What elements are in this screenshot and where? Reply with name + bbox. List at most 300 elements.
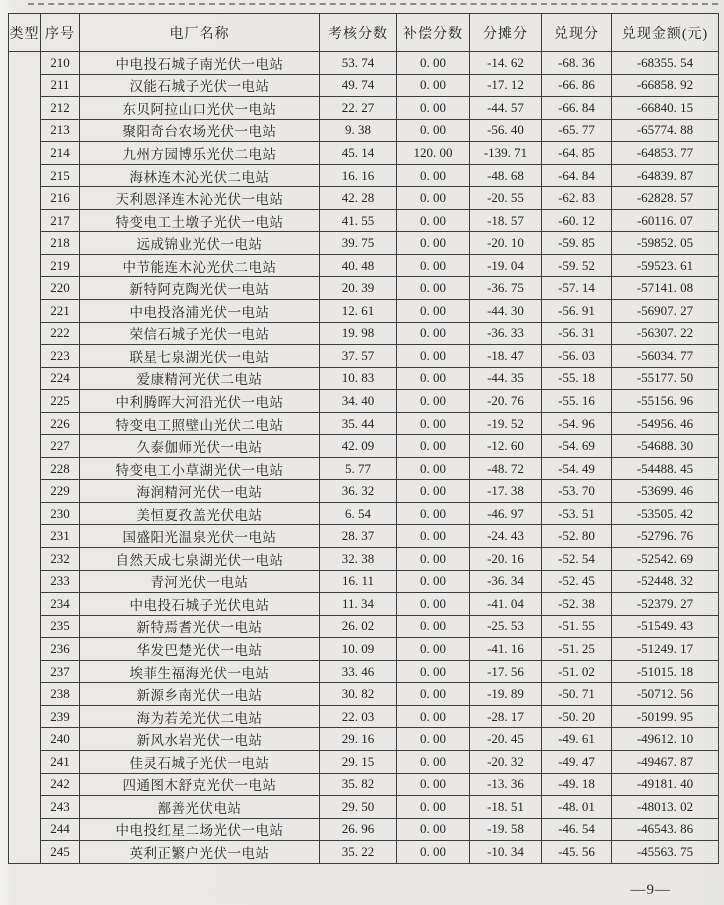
row-cash-score: -57. 14 xyxy=(542,277,612,300)
row-plant-name: 美恒夏孜盖光伏电站 xyxy=(80,502,320,525)
row-compensation-score: 0. 00 xyxy=(397,322,470,345)
row-compensation-score: 0. 00 xyxy=(397,52,470,75)
row-serial-number: 239 xyxy=(41,705,80,728)
row-assessment-score: 9. 38 xyxy=(320,119,397,142)
row-apportion-score: -46. 97 xyxy=(470,502,542,525)
table-row xyxy=(9,502,719,525)
row-cash-score: -49. 61 xyxy=(542,728,612,751)
row-cash-score: -49. 18 xyxy=(542,773,612,796)
row-serial-number: 230 xyxy=(41,502,80,525)
row-assessment-score: 32. 38 xyxy=(320,548,397,571)
row-cash-amount: -52796. 76 xyxy=(612,525,719,548)
row-cash-score: -59. 85 xyxy=(542,232,612,255)
row-apportion-score: -20. 32 xyxy=(470,750,542,773)
table-row xyxy=(9,412,719,435)
row-serial-number: 240 xyxy=(41,728,80,751)
assessment-table xyxy=(8,13,719,864)
row-compensation-score: 0. 00 xyxy=(397,345,470,368)
row-cash-amount: -65774. 88 xyxy=(612,119,719,142)
row-compensation-score: 0. 00 xyxy=(397,232,470,255)
row-plant-name: 特变电工小草湖光伏一电站 xyxy=(80,457,320,480)
row-plant-name: 中节能连木沁光伏二电站 xyxy=(80,254,320,277)
table-row xyxy=(9,683,719,706)
row-serial-number: 222 xyxy=(41,322,80,345)
row-serial-number: 215 xyxy=(41,164,80,187)
row-cash-amount: -60116. 07 xyxy=(612,209,719,232)
row-plant-name: 自然天成七泉湖光伏一电站 xyxy=(80,548,320,571)
row-serial-number: 238 xyxy=(41,683,80,706)
row-apportion-score: -56. 40 xyxy=(470,119,542,142)
row-cash-amount: -59523. 61 xyxy=(612,254,719,277)
row-assessment-score: 6. 54 xyxy=(320,502,397,525)
row-compensation-score: 0. 00 xyxy=(397,300,470,323)
table-row xyxy=(9,457,719,480)
row-serial-number: 219 xyxy=(41,254,80,277)
row-apportion-score: -24. 43 xyxy=(470,525,542,548)
header-compensation-score: 补偿分数 xyxy=(397,14,470,52)
row-compensation-score: 0. 00 xyxy=(397,435,470,458)
row-plant-name: 特变电工土墩子光伏一电站 xyxy=(80,209,320,232)
row-serial-number: 223 xyxy=(41,345,80,368)
header-cash-score: 兑现分 xyxy=(542,14,612,52)
row-serial-number: 216 xyxy=(41,187,80,210)
row-compensation-score: 0. 00 xyxy=(397,548,470,571)
row-plant-name: 聚阳奇台农场光伏一电站 xyxy=(80,119,320,142)
row-plant-name: 东贝阿拉山口光伏一电站 xyxy=(80,97,320,120)
row-serial-number: 212 xyxy=(41,97,80,120)
row-cash-score: -51. 02 xyxy=(542,660,612,683)
row-cash-amount: -55156. 96 xyxy=(612,390,719,413)
header-plant-name: 电厂名称 xyxy=(80,14,320,52)
row-assessment-score: 12. 61 xyxy=(320,300,397,323)
row-cash-amount: -56307. 22 xyxy=(612,322,719,345)
row-apportion-score: -25. 53 xyxy=(470,615,542,638)
row-serial-number: 214 xyxy=(41,142,80,165)
row-assessment-score: 42. 09 xyxy=(320,435,397,458)
row-cash-amount: -51549. 43 xyxy=(612,615,719,638)
row-assessment-score: 20. 39 xyxy=(320,277,397,300)
table-row xyxy=(9,142,719,165)
table-row xyxy=(9,773,719,796)
row-plant-name: 远成锦业光伏一电站 xyxy=(80,232,320,255)
row-assessment-score: 10. 09 xyxy=(320,638,397,661)
row-plant-name: 荣信石城子光伏一电站 xyxy=(80,322,320,345)
row-plant-name: 爱康精河光伏二电站 xyxy=(80,367,320,390)
row-cash-amount: -46543. 86 xyxy=(612,818,719,841)
row-cash-amount: -52542. 69 xyxy=(612,548,719,571)
row-assessment-score: 16. 16 xyxy=(320,164,397,187)
row-apportion-score: -48. 68 xyxy=(470,164,542,187)
row-cash-score: -66. 86 xyxy=(542,74,612,97)
table-row xyxy=(9,209,719,232)
row-serial-number: 225 xyxy=(41,390,80,413)
table-row xyxy=(9,119,719,142)
row-cash-amount: -52379. 27 xyxy=(612,593,719,616)
table-row xyxy=(9,525,719,548)
row-assessment-score: 33. 46 xyxy=(320,660,397,683)
row-plant-name: 英利正繁户光伏一电站 xyxy=(80,841,320,864)
row-plant-name: 久泰伽师光伏一电站 xyxy=(80,435,320,458)
row-cash-score: -52. 38 xyxy=(542,593,612,616)
row-plant-name: 中电投石城子南光伏一电站 xyxy=(80,52,320,75)
row-apportion-score: -20. 16 xyxy=(470,548,542,571)
table-row xyxy=(9,705,719,728)
row-assessment-score: 26. 02 xyxy=(320,615,397,638)
row-serial-number: 237 xyxy=(41,660,80,683)
row-apportion-score: -19. 04 xyxy=(470,254,542,277)
row-compensation-score: 0. 00 xyxy=(397,480,470,503)
row-compensation-score: 0. 00 xyxy=(397,164,470,187)
row-cash-score: -51. 25 xyxy=(542,638,612,661)
row-assessment-score: 37. 57 xyxy=(320,345,397,368)
row-compensation-score: 0. 00 xyxy=(397,683,470,706)
row-assessment-score: 35. 82 xyxy=(320,773,397,796)
row-compensation-score: 0. 00 xyxy=(397,209,470,232)
row-serial-number: 232 xyxy=(41,548,80,571)
row-compensation-score: 0. 00 xyxy=(397,254,470,277)
table-row xyxy=(9,232,719,255)
row-compensation-score: 0. 00 xyxy=(397,570,470,593)
row-apportion-score: -13. 36 xyxy=(470,773,542,796)
row-apportion-score: -19. 52 xyxy=(470,412,542,435)
row-serial-number: 236 xyxy=(41,638,80,661)
row-serial-number: 231 xyxy=(41,525,80,548)
table-row xyxy=(9,322,719,345)
row-cash-amount: -45563. 75 xyxy=(612,841,719,864)
row-cash-amount: -54688. 30 xyxy=(612,435,719,458)
row-apportion-score: -36. 34 xyxy=(470,570,542,593)
row-apportion-score: -17. 56 xyxy=(470,660,542,683)
row-plant-name: 新特焉耆光伏一电站 xyxy=(80,615,320,638)
row-apportion-score: -44. 57 xyxy=(470,97,542,120)
row-compensation-score: 0. 00 xyxy=(397,277,470,300)
row-cash-amount: -52448. 32 xyxy=(612,570,719,593)
row-cash-amount: -66858. 92 xyxy=(612,74,719,97)
row-assessment-score: 30. 82 xyxy=(320,683,397,706)
row-plant-name: 中电投红星二场光伏一电站 xyxy=(80,818,320,841)
row-plant-name: 国盛阳光温泉光伏一电站 xyxy=(80,525,320,548)
header-type: 类型 xyxy=(9,14,41,52)
row-cash-score: -50. 20 xyxy=(542,705,612,728)
row-assessment-score: 28. 37 xyxy=(320,525,397,548)
row-assessment-score: 39. 75 xyxy=(320,232,397,255)
row-cash-amount: -68355. 54 xyxy=(612,52,719,75)
row-assessment-score: 41. 55 xyxy=(320,209,397,232)
row-compensation-score: 0. 00 xyxy=(397,750,470,773)
row-assessment-score: 10. 83 xyxy=(320,367,397,390)
row-cash-score: -45. 56 xyxy=(542,841,612,864)
row-serial-number: 210 xyxy=(41,52,80,75)
table-row xyxy=(9,345,719,368)
row-serial-number: 213 xyxy=(41,119,80,142)
row-cash-score: -56. 31 xyxy=(542,322,612,345)
row-cash-score: -51. 55 xyxy=(542,615,612,638)
row-plant-name: 埃菲生福海光伏一电站 xyxy=(80,660,320,683)
row-apportion-score: -48. 72 xyxy=(470,457,542,480)
row-cash-amount: -50199. 95 xyxy=(612,705,719,728)
table-body xyxy=(9,52,719,864)
row-cash-score: -64. 85 xyxy=(542,142,612,165)
row-plant-name: 汉能石城子光伏一电站 xyxy=(80,74,320,97)
header-apportion-score: 分摊分 xyxy=(470,14,542,52)
row-apportion-score: -28. 17 xyxy=(470,705,542,728)
row-compensation-score: 0. 00 xyxy=(397,818,470,841)
table-row xyxy=(9,796,719,819)
row-cash-amount: -49467. 87 xyxy=(612,750,719,773)
table-row xyxy=(9,728,719,751)
row-apportion-score: -17. 38 xyxy=(470,480,542,503)
table-row xyxy=(9,480,719,503)
row-plant-name: 鄯善光伏电站 xyxy=(80,796,320,819)
row-plant-name: 中电投洛浦光伏一电站 xyxy=(80,300,320,323)
row-cash-amount: -51249. 17 xyxy=(612,638,719,661)
row-compensation-score: 120. 00 xyxy=(397,142,470,165)
row-plant-name: 中电投石城子光伏电站 xyxy=(80,593,320,616)
row-cash-score: -52. 80 xyxy=(542,525,612,548)
row-cash-score: -54. 69 xyxy=(542,435,612,458)
row-serial-number: 220 xyxy=(41,277,80,300)
row-assessment-score: 42. 28 xyxy=(320,187,397,210)
row-cash-amount: -48013. 02 xyxy=(612,796,719,819)
row-cash-score: -65. 77 xyxy=(542,119,612,142)
row-cash-score: -49. 47 xyxy=(542,750,612,773)
row-serial-number: 218 xyxy=(41,232,80,255)
row-assessment-score: 29. 16 xyxy=(320,728,397,751)
row-plant-name: 中利腾晖大河沿光伏一电站 xyxy=(80,390,320,413)
table-row xyxy=(9,164,719,187)
row-cash-score: -68. 36 xyxy=(542,52,612,75)
row-serial-number: 221 xyxy=(41,300,80,323)
row-cash-amount: -55177. 50 xyxy=(612,367,719,390)
row-cash-amount: -64839. 87 xyxy=(612,164,719,187)
row-serial-number: 233 xyxy=(41,570,80,593)
row-apportion-score: -10. 34 xyxy=(470,841,542,864)
row-plant-name: 佳灵石城子光伏一电站 xyxy=(80,750,320,773)
row-serial-number: 226 xyxy=(41,412,80,435)
row-serial-number: 242 xyxy=(41,773,80,796)
table-row xyxy=(9,841,719,864)
row-plant-name: 联星七泉湖光伏一电站 xyxy=(80,345,320,368)
row-cash-amount: -49612. 10 xyxy=(612,728,719,751)
row-serial-number: 243 xyxy=(41,796,80,819)
row-serial-number: 224 xyxy=(41,367,80,390)
row-assessment-score: 22. 03 xyxy=(320,705,397,728)
row-assessment-score: 29. 15 xyxy=(320,750,397,773)
table-row xyxy=(9,74,719,97)
row-plant-name: 天利恩泽连木沁光伏一电站 xyxy=(80,187,320,210)
row-compensation-score: 0. 00 xyxy=(397,502,470,525)
row-compensation-score: 0. 00 xyxy=(397,705,470,728)
header-cash-amount: 兑现金额(元) xyxy=(612,14,719,52)
scan-artifact-top-dashes xyxy=(28,3,718,5)
row-compensation-score: 0. 00 xyxy=(397,728,470,751)
row-serial-number: 244 xyxy=(41,818,80,841)
row-cash-score: -64. 84 xyxy=(542,164,612,187)
row-compensation-score: 0. 00 xyxy=(397,796,470,819)
row-plant-name: 特变电工照壁山光伏二电站 xyxy=(80,412,320,435)
table-row xyxy=(9,615,719,638)
row-plant-name: 新风水岩光伏一电站 xyxy=(80,728,320,751)
table-row xyxy=(9,570,719,593)
row-assessment-score: 16. 11 xyxy=(320,570,397,593)
row-assessment-score: 36. 32 xyxy=(320,480,397,503)
row-assessment-score: 45. 14 xyxy=(320,142,397,165)
row-serial-number: 245 xyxy=(41,841,80,864)
row-cash-amount: -57141. 08 xyxy=(612,277,719,300)
row-compensation-score: 0. 00 xyxy=(397,97,470,120)
row-cash-amount: -66840. 15 xyxy=(612,97,719,120)
table-row xyxy=(9,390,719,413)
row-cash-amount: -53505. 42 xyxy=(612,502,719,525)
table-row xyxy=(9,52,719,75)
row-cash-amount: -56907. 27 xyxy=(612,300,719,323)
row-cash-score: -54. 96 xyxy=(542,412,612,435)
row-assessment-score: 35. 44 xyxy=(320,412,397,435)
row-apportion-score: -19. 58 xyxy=(470,818,542,841)
table-row xyxy=(9,300,719,323)
row-compensation-score: 0. 00 xyxy=(397,638,470,661)
row-serial-number: 229 xyxy=(41,480,80,503)
table-row xyxy=(9,750,719,773)
row-assessment-score: 29. 50 xyxy=(320,796,397,819)
row-cash-score: -46. 54 xyxy=(542,818,612,841)
row-cash-score: -53. 51 xyxy=(542,502,612,525)
table-header-row xyxy=(9,14,719,52)
row-plant-name: 四通图木舒克光伏一电站 xyxy=(80,773,320,796)
page-number: —9— xyxy=(630,882,671,898)
row-apportion-score: -14. 62 xyxy=(470,52,542,75)
row-compensation-score: 0. 00 xyxy=(397,367,470,390)
row-plant-name: 海林连木沁光伏二电站 xyxy=(80,164,320,187)
row-plant-name: 新特阿克陶光伏一电站 xyxy=(80,277,320,300)
row-cash-score: -59. 52 xyxy=(542,254,612,277)
row-apportion-score: -36. 75 xyxy=(470,277,542,300)
row-serial-number: 227 xyxy=(41,435,80,458)
row-cash-score: -54. 49 xyxy=(542,457,612,480)
table-row xyxy=(9,818,719,841)
table-row xyxy=(9,277,719,300)
row-cash-amount: -51015. 18 xyxy=(612,660,719,683)
row-cash-score: -56. 91 xyxy=(542,300,612,323)
row-compensation-score: 0. 00 xyxy=(397,660,470,683)
type-column-merged-cell xyxy=(9,52,41,864)
row-cash-score: -52. 54 xyxy=(542,548,612,571)
row-assessment-score: 26. 96 xyxy=(320,818,397,841)
row-compensation-score: 0. 00 xyxy=(397,593,470,616)
row-serial-number: 217 xyxy=(41,209,80,232)
row-plant-name: 海润精河光伏一电站 xyxy=(80,480,320,503)
row-serial-number: 211 xyxy=(41,74,80,97)
table-row xyxy=(9,97,719,120)
row-apportion-score: -36. 33 xyxy=(470,322,542,345)
row-apportion-score: -44. 35 xyxy=(470,367,542,390)
row-apportion-score: -18. 47 xyxy=(470,345,542,368)
table-row xyxy=(9,660,719,683)
row-cash-score: -53. 70 xyxy=(542,480,612,503)
row-serial-number: 235 xyxy=(41,615,80,638)
row-assessment-score: 19. 98 xyxy=(320,322,397,345)
row-apportion-score: -20. 76 xyxy=(470,390,542,413)
row-cash-score: -52. 45 xyxy=(542,570,612,593)
row-cash-score: -50. 71 xyxy=(542,683,612,706)
row-compensation-score: 0. 00 xyxy=(397,457,470,480)
row-cash-amount: -53699. 46 xyxy=(612,480,719,503)
row-cash-score: -55. 16 xyxy=(542,390,612,413)
header-serial-number: 序号 xyxy=(41,14,80,52)
row-cash-amount: -49181. 40 xyxy=(612,773,719,796)
row-apportion-score: -18. 57 xyxy=(470,209,542,232)
row-assessment-score: 49. 74 xyxy=(320,74,397,97)
row-compensation-score: 0. 00 xyxy=(397,412,470,435)
row-apportion-score: -139. 71 xyxy=(470,142,542,165)
row-cash-score: -62. 83 xyxy=(542,187,612,210)
table-row xyxy=(9,367,719,390)
row-assessment-score: 22. 27 xyxy=(320,97,397,120)
row-plant-name: 青河光伏一电站 xyxy=(80,570,320,593)
row-cash-amount: -54956. 46 xyxy=(612,412,719,435)
row-assessment-score: 5. 77 xyxy=(320,457,397,480)
row-serial-number: 234 xyxy=(41,593,80,616)
row-apportion-score: -18. 51 xyxy=(470,796,542,819)
row-cash-score: -48. 01 xyxy=(542,796,612,819)
row-compensation-score: 0. 00 xyxy=(397,615,470,638)
row-cash-score: -60. 12 xyxy=(542,209,612,232)
table-row xyxy=(9,435,719,458)
row-compensation-score: 0. 00 xyxy=(397,119,470,142)
row-apportion-score: -20. 45 xyxy=(470,728,542,751)
row-assessment-score: 11. 34 xyxy=(320,593,397,616)
row-compensation-score: 0. 00 xyxy=(397,773,470,796)
row-compensation-score: 0. 00 xyxy=(397,390,470,413)
row-assessment-score: 34. 40 xyxy=(320,390,397,413)
row-plant-name: 九州方园博乐光伏二电站 xyxy=(80,142,320,165)
row-cash-amount: -59852. 05 xyxy=(612,232,719,255)
row-cash-amount: -54488. 45 xyxy=(612,457,719,480)
row-apportion-score: -17. 12 xyxy=(470,74,542,97)
row-cash-score: -55. 18 xyxy=(542,367,612,390)
row-assessment-score: 35. 22 xyxy=(320,841,397,864)
row-serial-number: 241 xyxy=(41,750,80,773)
row-assessment-score: 40. 48 xyxy=(320,254,397,277)
table-row xyxy=(9,254,719,277)
row-compensation-score: 0. 00 xyxy=(397,841,470,864)
header-assessment-score: 考核分数 xyxy=(320,14,397,52)
table-row xyxy=(9,187,719,210)
table-row xyxy=(9,548,719,571)
row-cash-amount: -56034. 77 xyxy=(612,345,719,368)
table-row xyxy=(9,638,719,661)
row-cash-score: -56. 03 xyxy=(542,345,612,368)
row-apportion-score: -41. 16 xyxy=(470,638,542,661)
row-compensation-score: 0. 00 xyxy=(397,74,470,97)
row-apportion-score: -41. 04 xyxy=(470,593,542,616)
row-cash-amount: -62828. 57 xyxy=(612,187,719,210)
row-plant-name: 新源乡南光伏一电站 xyxy=(80,683,320,706)
row-apportion-score: -20. 10 xyxy=(470,232,542,255)
row-apportion-score: -20. 55 xyxy=(470,187,542,210)
row-compensation-score: 0. 00 xyxy=(397,525,470,548)
row-compensation-score: 0. 00 xyxy=(397,187,470,210)
row-cash-amount: -50712. 56 xyxy=(612,683,719,706)
row-cash-amount: -64853. 77 xyxy=(612,142,719,165)
row-plant-name: 华发巴楚光伏一电站 xyxy=(80,638,320,661)
table-row xyxy=(9,593,719,616)
row-apportion-score: -44. 30 xyxy=(470,300,542,323)
row-cash-score: -66. 84 xyxy=(542,97,612,120)
row-plant-name: 海为若羌光伏二电站 xyxy=(80,705,320,728)
row-assessment-score: 53. 74 xyxy=(320,52,397,75)
row-apportion-score: -19. 89 xyxy=(470,683,542,706)
